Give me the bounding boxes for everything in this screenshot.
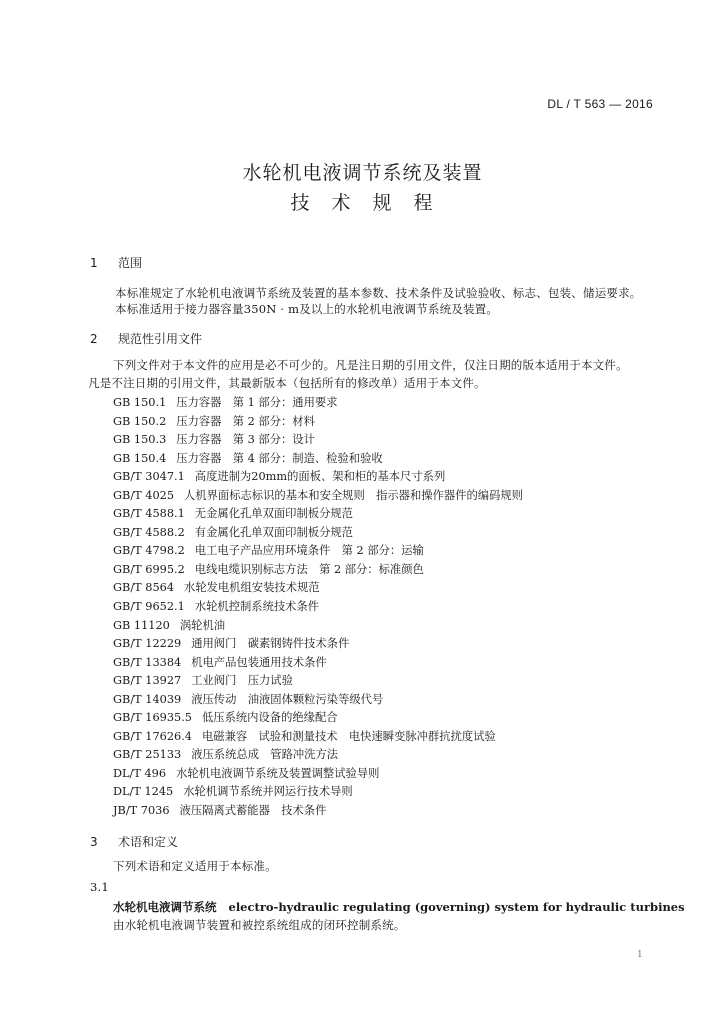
reference-title: 涡轮机油 [179, 618, 226, 632]
reference-title: 压力容器 第 2 部分：材料 [176, 414, 315, 428]
reference-title: 电磁兼容 试验和测量技术 电快速瞬变脉冲群抗扰度试验 [201, 729, 496, 743]
reference-title: 无金属化孔单双面印制板分规范 [194, 507, 353, 521]
reference-title: 水轮机控制系统技术条件 [194, 600, 320, 614]
reference-item [113, 746, 523, 765]
reference-title: 工业阀门 压力试验 [191, 674, 293, 688]
term-chinese: 水轮机电液调节系统 [113, 900, 217, 914]
reference-item [113, 450, 523, 469]
standard-code: DL / T 563 — 2016 [547, 97, 653, 111]
reference-code: GB 150.2 [113, 414, 167, 428]
reference-item [113, 431, 523, 450]
reference-code: GB/T 13384 [113, 655, 182, 669]
reference-code: GB/T 4025 [113, 488, 175, 502]
reference-code: GB 150.3 [113, 433, 167, 447]
reference-code: GB/T 4588.1 [113, 507, 185, 521]
reference-item [113, 691, 523, 710]
reference-item [113, 598, 523, 617]
document-title: 水轮机电液调节系统及装置 [242, 162, 483, 184]
term-english: electro-hydraulic regulating (governing) system for hydraulic turbines [228, 900, 685, 914]
reference-item [113, 635, 523, 654]
document-subtitle: 技术规程 [290, 192, 455, 214]
reference-title: 高度进制为20mm的面板、架和柜的基本尺寸系列 [194, 470, 446, 484]
section-1-heading [90, 254, 142, 271]
reference-item [113, 617, 523, 636]
section-3-heading [90, 833, 178, 850]
section-2-heading [90, 330, 202, 347]
reference-code: GB 150.1 [113, 396, 167, 409]
reference-item [113, 468, 523, 487]
page-mark: 1 [637, 950, 643, 960]
term-definition: 由水轮机电液调节装置和被控系统组成的闭环控制系统。 [113, 918, 406, 932]
reference-code: GB/T 25133 [113, 748, 182, 762]
section-1-paragraph-1: 本标准规定了水轮机电液调节系统及装置的基本参数、技术条件及试验验收、标志、包装、储运要求。 [115, 286, 642, 300]
reference-item [113, 487, 523, 506]
reference-item [113, 394, 523, 413]
reference-item [113, 709, 523, 728]
section-number: 2 [90, 332, 98, 346]
reference-title: 液压隔离式蓄能器 技术条件 [179, 804, 327, 818]
reference-code: GB/T 17626.4 [113, 729, 192, 743]
reference-item [113, 542, 523, 561]
section-1-paragraph-2: 本标准适用于接力器容量350N · m及以上的水轮机电液调节系统及装置。 [115, 302, 499, 316]
reference-code: GB/T 3047.1 [113, 470, 185, 484]
reference-code: GB/T 4798.2 [113, 544, 185, 558]
reference-code: GB/T 16935.5 [113, 711, 192, 725]
reference-item [113, 765, 523, 784]
reference-title: 液压传动 油液固体颗粒污染等级代号 [191, 692, 384, 706]
reference-title: 人机界面标志标识的基本和安全规则 指示器和操作器件的编码规则 [184, 488, 523, 502]
reference-title: 电线电缆识别标志方法 第 2 部分：标准颜色 [194, 562, 424, 576]
reference-title: 液压系统总成 管路冲洗方法 [191, 748, 339, 762]
section-3-intro: 下列术语和定义适用于本标准。 [113, 859, 277, 873]
reference-item [113, 654, 523, 673]
reference-title: 低压系统内设备的绝缘配合 [201, 711, 338, 725]
reference-code: GB/T 9652.1 [113, 600, 185, 614]
reference-item [113, 561, 523, 580]
reference-code: DL/T 496 [113, 766, 167, 780]
reference-item [113, 505, 523, 524]
reference-item [113, 783, 523, 802]
reference-code: DL/T 1245 [113, 785, 174, 799]
reference-title: 水轮发电机组安装技术规范 [184, 581, 320, 595]
reference-item [113, 728, 523, 747]
section-2-intro-line-1: 下列文件对于本文件的应用是必不可少的。凡是注日期的引用文件，仅注日期的版本适用于本文件。 [113, 358, 628, 372]
reference-item [113, 413, 523, 432]
section-title: 术语和定义 [118, 835, 179, 849]
section-number: 1 [90, 256, 98, 270]
reference-code: GB/T 13927 [113, 674, 182, 688]
reference-item [113, 524, 523, 543]
reference-code: GB/T 6995.2 [113, 562, 185, 576]
reference-item [113, 672, 523, 691]
reference-title: 压力容器 第 4 部分：制造、检验和验收 [176, 451, 383, 465]
reference-title: 压力容器 第 3 部分：设计 [176, 433, 315, 447]
reference-code: GB/T 4588.2 [113, 525, 185, 539]
section-title: 规范性引用文件 [118, 332, 203, 346]
reference-item [113, 802, 523, 821]
section-title: 范围 [118, 256, 143, 270]
reference-code: GB/T 8564 [113, 581, 175, 595]
reference-list [113, 394, 523, 821]
reference-title: 水轮机调节系统并网运行技术导则 [183, 785, 353, 799]
reference-code: GB/T 12229 [113, 637, 182, 651]
reference-code: JB/T 7036 [113, 804, 170, 818]
reference-item [113, 579, 523, 598]
reference-title: 电工电子产品应用环境条件 第 2 部分：运输 [194, 544, 424, 558]
section-number: 3 [90, 835, 98, 849]
reference-title: 有金属化孔单双面印制板分规范 [194, 525, 353, 539]
term-entry [113, 899, 685, 915]
reference-title: 通用阀门 碳素钢铸件技术条件 [191, 637, 350, 651]
reference-title: 水轮机电液调节系统及装置调整试验导则 [176, 766, 380, 780]
reference-title: 压力容器 第 1 部分：通用要求 [176, 396, 338, 409]
section-2-intro-line-2: 凡是不注日期的引用文件，其最新版本（包括所有的修改单）适用于本文件。 [88, 376, 486, 390]
term-number: 3.1 [90, 880, 109, 894]
reference-title: 机电产品包装通用技术条件 [191, 655, 327, 669]
reference-code: GB/T 14039 [113, 692, 182, 706]
reference-code: GB 11120 [113, 618, 170, 632]
reference-code: GB 150.4 [113, 451, 167, 465]
